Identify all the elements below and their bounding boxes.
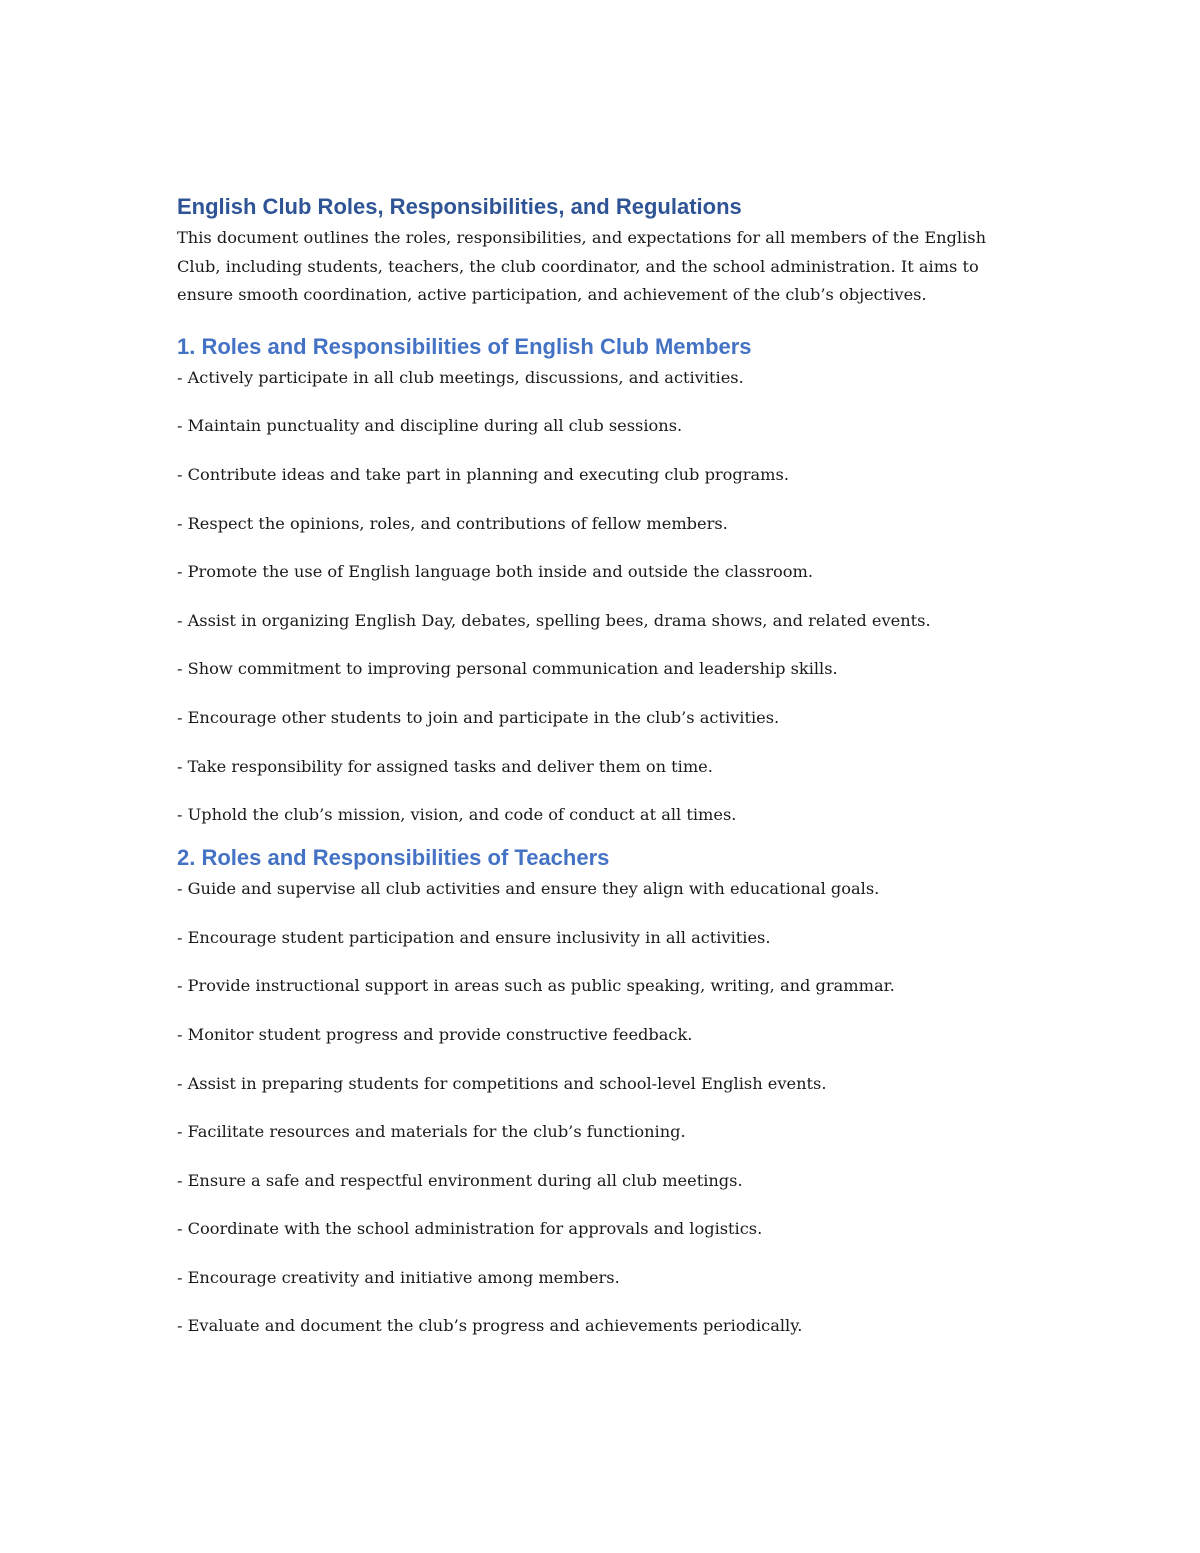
list-item: - Encourage other students to join and participate in the club’s activities. xyxy=(177,707,780,727)
list-item: - Assist in organizing English Day, debates, spelling bees, drama shows, and related events. xyxy=(177,610,931,630)
list-item: - Evaluate and document the club’s progress and achievements periodically. xyxy=(177,1316,803,1336)
list-item: - Take responsibility for assigned tasks and deliver them on time. xyxy=(177,756,713,776)
intro-paragraph: This document outlines the roles, responsibilities, and expectations for all members of the English Club, including students, teachers, the club coordinator, and the school administration. It aims to ensure smooth coordination, active participation, and achievement of the club’s objectives. xyxy=(177,228,987,305)
list-item: - Maintain punctuality and discipline during all club sessions. xyxy=(177,416,683,436)
list-item: - Coordinate with the school administration for approvals and logistics. xyxy=(177,1219,763,1239)
list-item: - Monitor student progress and provide constructive feedback. xyxy=(177,1024,693,1044)
list-item: - Assist in preparing students for competitions and school-level English events. xyxy=(177,1073,827,1093)
list-item: - Uphold the club’s mission, vision, and code of conduct at all times. xyxy=(177,805,737,825)
list-item: - Facilitate resources and materials for the club’s functioning. xyxy=(177,1122,686,1142)
teachers-responsibilities-list xyxy=(177,875,1027,1340)
list-item: - Guide and supervise all club activities and ensure they align with educational goals. xyxy=(177,879,880,899)
list-item: - Respect the opinions, roles, and contributions of fellow members. xyxy=(177,513,728,533)
list-item: - Ensure a safe and respectful environment during all club meetings. xyxy=(177,1170,743,1190)
list-item: - Encourage creativity and initiative among members. xyxy=(177,1267,620,1287)
list-item: - Encourage student participation and ensure inclusivity in all activities. xyxy=(177,927,771,947)
list-item: - Contribute ideas and take part in planning and executing club programs. xyxy=(177,464,789,484)
section-heading-teachers: 2. Roles and Responsibilities of Teachers xyxy=(177,845,610,871)
list-item: - Actively participate in all club meetings, discussions, and activities. xyxy=(177,367,744,387)
members-responsibilities-list xyxy=(177,364,1027,829)
list-item: - Provide instructional support in areas such as public speaking, writing, and grammar. xyxy=(177,976,895,996)
list-item: - Promote the use of English language both inside and outside the classroom. xyxy=(177,562,814,582)
document-page xyxy=(177,190,1027,1340)
section-heading-members: 1. Roles and Responsibilities of English Club Members xyxy=(177,333,752,359)
list-item: - Show commitment to improving personal communication and leadership skills. xyxy=(177,659,838,679)
document-title: English Club Roles, Responsibilities, and Regulations xyxy=(177,194,742,219)
